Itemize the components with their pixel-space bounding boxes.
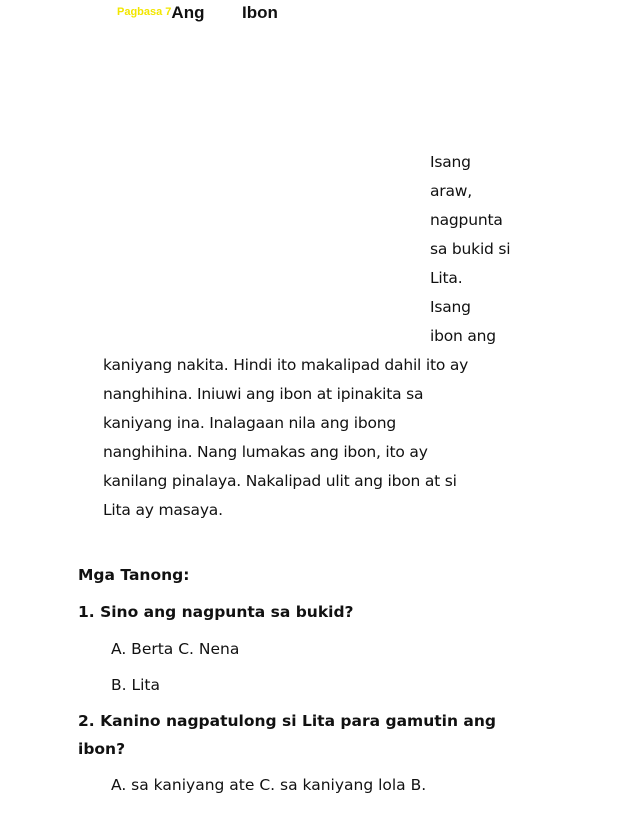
lesson-tag: Pagbasa 7 xyxy=(117,6,172,18)
story-line: ibon ang xyxy=(430,327,496,345)
story-title-part1: Ang xyxy=(171,3,205,22)
story-line: nanghihina. Iniuwi ang ibon at ipinakita sa xyxy=(103,385,424,403)
question-1: 1. Sino ang nagpunta sa bukid? xyxy=(78,603,354,621)
question-2-line-2: ibon? xyxy=(78,740,126,758)
document-header xyxy=(117,3,204,23)
question-1-option: A. Berta C. Nena xyxy=(111,640,240,658)
story-title-part2: Ibon xyxy=(242,3,278,22)
story-line: araw, xyxy=(430,182,472,200)
question-2-line-1: 2. Kanino nagpatulong si Lita para gamutin ang xyxy=(78,712,496,730)
story-narrow-column xyxy=(430,148,530,351)
story-line: kaniyang nakita. Hindi ito makalipad dahil ito ay xyxy=(103,356,469,374)
story-line: sa bukid si xyxy=(430,240,511,258)
questions-heading: Mga Tanong: xyxy=(78,566,190,584)
question-2-option: A. sa kaniyang ate C. sa kaniyang lola B. xyxy=(111,776,427,794)
question-1-option: B. Lita xyxy=(111,676,161,694)
story-line: Lita ay masaya. xyxy=(103,501,223,519)
story-line: kanilang pinalaya. Nakalipad ulit ang ibon at si xyxy=(103,472,457,490)
story-line: Lita. xyxy=(430,269,463,287)
story-line: Isang xyxy=(430,298,471,316)
story-line: kaniyang ina. Inalagaan nila ang ibong xyxy=(103,414,397,432)
story-line: nanghihina. Nang lumakas ang ibon, ito ay xyxy=(103,443,428,461)
story-line: Isang xyxy=(430,153,471,171)
story-line: nagpunta xyxy=(430,211,503,229)
story-paragraph xyxy=(103,351,523,525)
